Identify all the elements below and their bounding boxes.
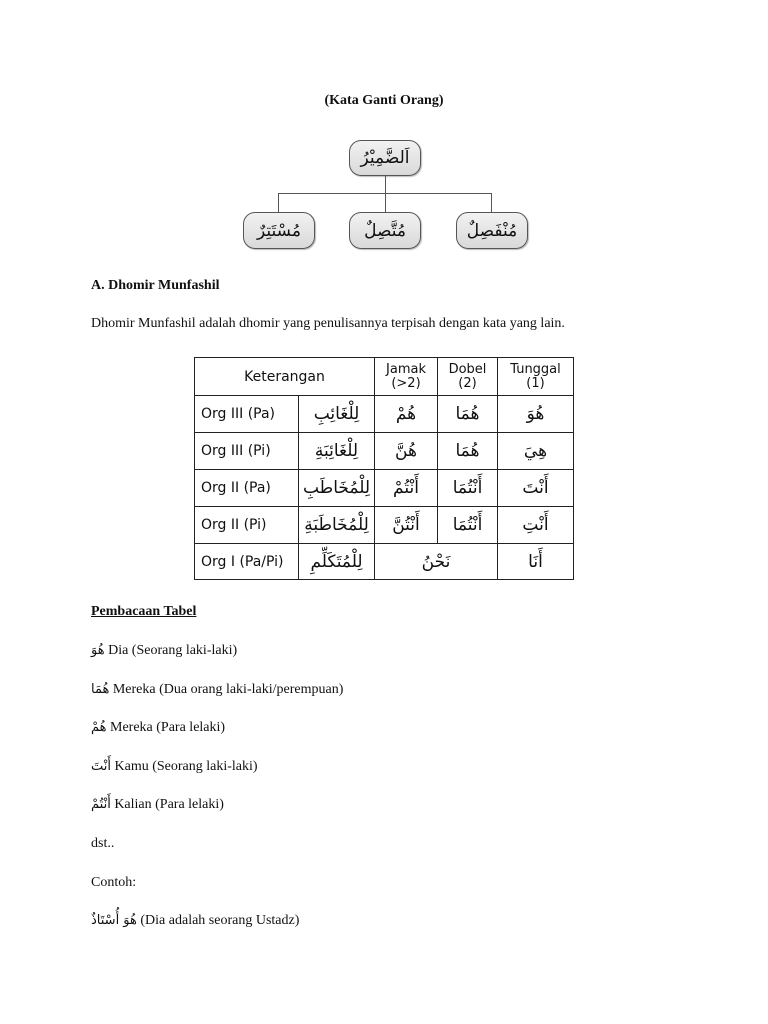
- header-tunggal-sub: (1): [526, 375, 545, 391]
- reading-text: Kalian (Para lelaki): [114, 797, 224, 812]
- cell-tunggal: هِيَ: [498, 433, 574, 470]
- example-line: [91, 913, 299, 929]
- diagram-connector: [278, 193, 279, 212]
- reading-arabic: أَنْتُمْ: [91, 797, 111, 812]
- diagram-connector: [491, 193, 492, 212]
- row-label: Org II (Pi): [195, 507, 299, 544]
- example-text: (Dia adalah seorang Ustadz): [140, 913, 300, 928]
- reading-line: [91, 682, 343, 698]
- header-dobel: [438, 358, 498, 396]
- header-keterangan: Keterangan: [195, 358, 375, 396]
- reading-heading: Pembacaan Tabel: [91, 604, 197, 619]
- row-label: Org I (Pa/Pi): [195, 544, 299, 580]
- row-label: Org II (Pa): [195, 470, 299, 507]
- table-row: [195, 544, 574, 580]
- cell-tunggal: أَنَا: [498, 544, 574, 580]
- row-type: لِلْمُتَكَلِّمِ: [299, 544, 375, 580]
- diagram-connector: [385, 193, 386, 212]
- row-label: Org III (Pa): [195, 396, 299, 433]
- row-label: Org III (Pi): [195, 433, 299, 470]
- reading-line: [91, 797, 224, 813]
- section-heading: A. Dhomir Munfashil: [91, 278, 220, 293]
- cell-tunggal: أَنْتَ: [498, 470, 574, 507]
- row-type: لِلْغَائِبِ: [299, 396, 375, 433]
- header-jamak-sub: (>2): [391, 375, 421, 391]
- etc-text: dst..: [91, 836, 115, 851]
- diagram-child-node: مُتَّصِلٌ: [349, 212, 421, 249]
- cell-dobel: أَنْتُمَا: [438, 507, 498, 544]
- example-arabic: هُوَ أُسْتَاذٌ: [91, 913, 137, 928]
- diagram-root-node: اَلضَّمِيْرُ: [349, 140, 421, 176]
- table-row: [195, 396, 574, 433]
- reading-text: Mereka (Para lelaki): [110, 720, 226, 735]
- reading-line: [91, 720, 225, 736]
- page-title: (Kata Ganti Orang): [324, 93, 444, 108]
- cell-dobel: هُمَا: [438, 433, 498, 470]
- reading-text: Dia (Seorang laki-laki): [108, 643, 238, 658]
- row-type: لِلْغَائِبَةِ: [299, 433, 375, 470]
- cell-tunggal: هُوَ: [498, 396, 574, 433]
- cell-jamak: هُمْ: [375, 396, 438, 433]
- cell-jamak: أَنْتُمْ: [375, 470, 438, 507]
- header-dobel-label: Dobel: [448, 361, 487, 377]
- cell-jamak-dobel: نَحْنُ: [375, 544, 498, 580]
- row-type: لِلْمُخَاطَبِ: [299, 470, 375, 507]
- diagram-connector: [385, 176, 386, 193]
- header-jamak: [375, 358, 438, 396]
- example-label: Contoh:: [91, 875, 137, 890]
- header-tunggal-label: Tunggal: [510, 361, 561, 377]
- reading-line: [91, 759, 258, 775]
- table-row: [195, 470, 574, 507]
- definition-paragraph: Dhomir Munfashil adalah dhomir yang penulisannya terpisah dengan kata yang lain.: [91, 316, 565, 331]
- reading-arabic: هُوَ: [91, 643, 105, 658]
- diagram-child-node: مُنْفَصِلٌ: [456, 212, 528, 249]
- cell-tunggal: أَنْتِ: [498, 507, 574, 544]
- header-jamak-label: Jamak: [386, 361, 426, 377]
- reading-arabic: أَنْتَ: [91, 759, 111, 774]
- reading-text: Mereka (Dua orang laki-laki/perempuan): [112, 682, 344, 697]
- table-row: [195, 507, 574, 544]
- table-row: [195, 433, 574, 470]
- cell-jamak: أَنْتُنَّ: [375, 507, 438, 544]
- table-header-row: [195, 358, 574, 396]
- header-dobel-sub: (2): [458, 375, 477, 391]
- cell-dobel: هُمَا: [438, 396, 498, 433]
- reading-text: Kamu (Seorang laki-laki): [114, 759, 258, 774]
- reading-line: [91, 643, 237, 659]
- reading-arabic: هُمْ: [91, 720, 107, 735]
- cell-dobel: أَنْتُمَا: [438, 470, 498, 507]
- diagram-child-node: مُسْتَتِرٌ: [243, 212, 315, 249]
- header-tunggal: [498, 358, 574, 396]
- row-type: لِلْمُخَاطَبَةِ: [299, 507, 375, 544]
- pronoun-table: [194, 357, 574, 580]
- cell-jamak: هُنَّ: [375, 433, 438, 470]
- reading-arabic: هُمَا: [91, 682, 110, 697]
